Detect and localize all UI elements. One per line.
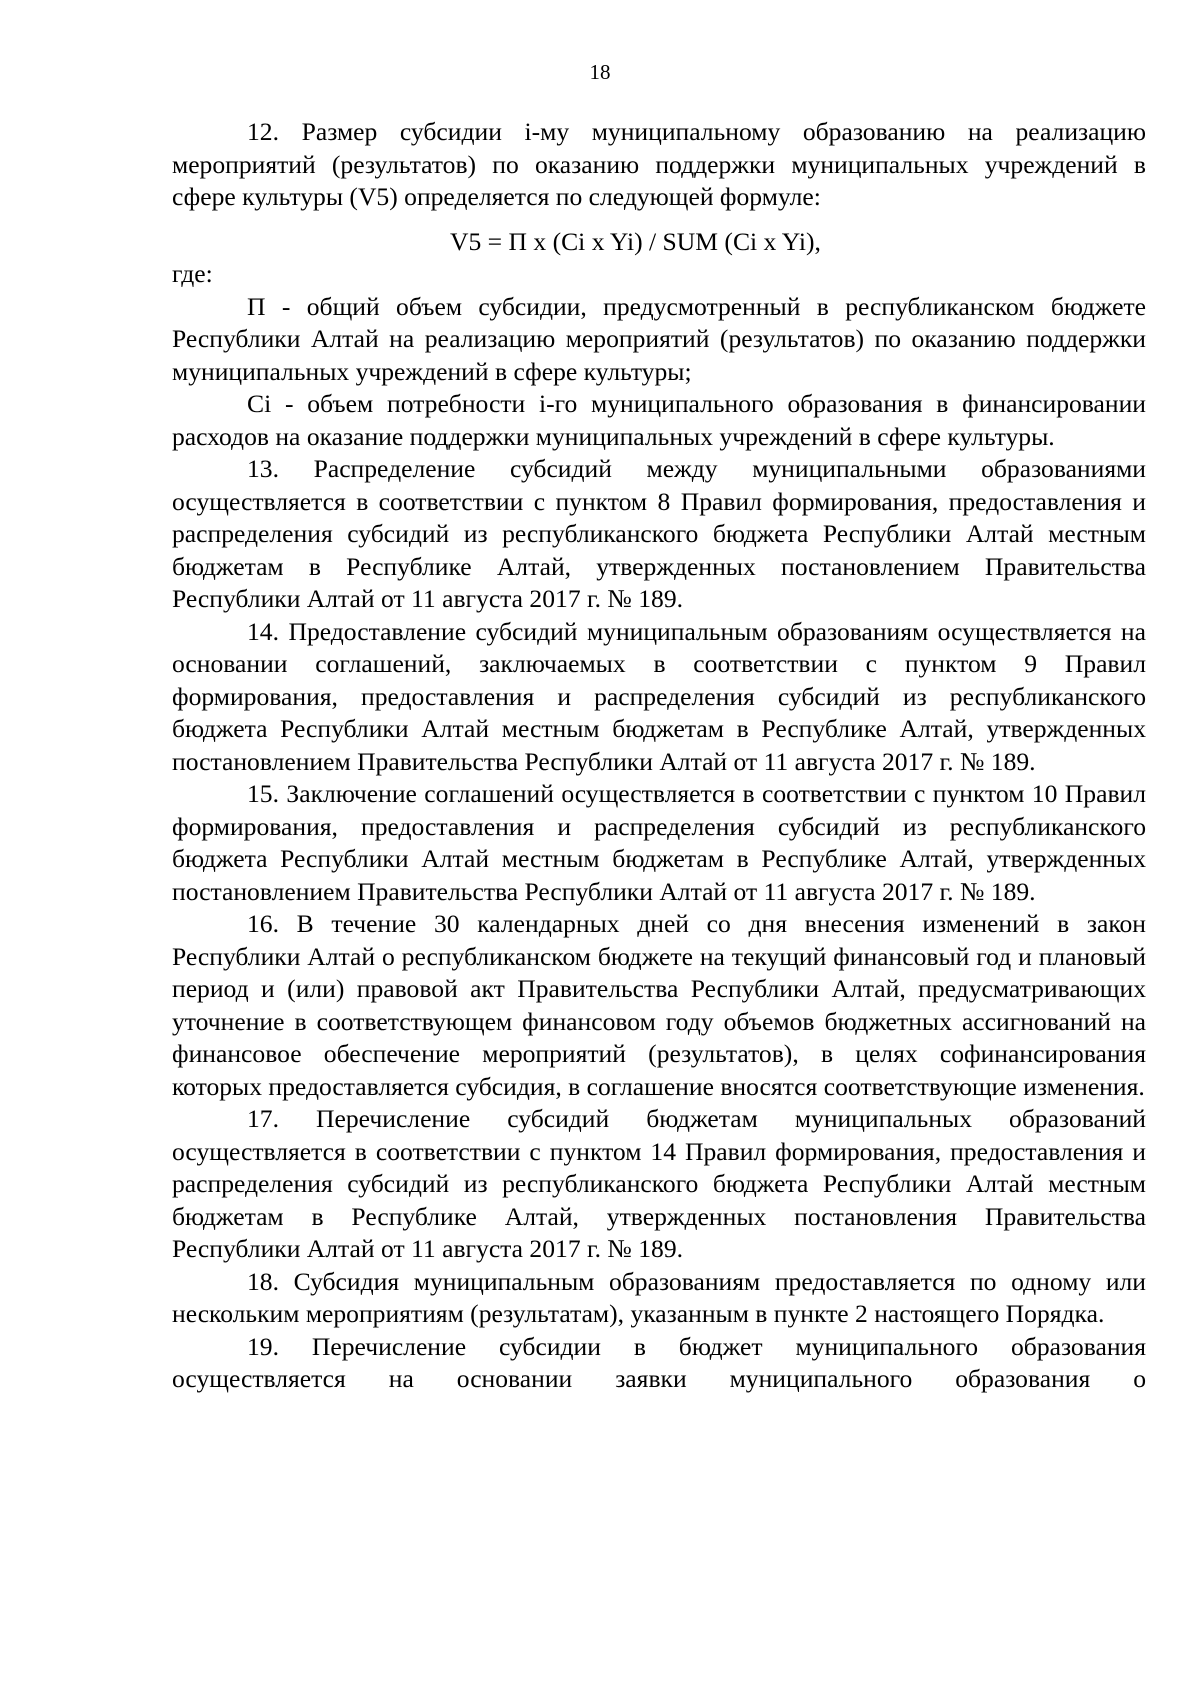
where-label: где: (172, 259, 213, 288)
page-number: 18 (589, 60, 611, 84)
document-body (172, 116, 1146, 1396)
paragraph-14: 14. Предоставление субсидий муниципальным образованиям осуществляется на основании соглашений, заключаемых в соответствии с пунктом 9 Правил формирования, предоставления и распределения субсидий из республиканского бюджета Республики Алтай местным бюджетам в Республике Алтай, утвержденных постановлением Правительства Республики Алтай от 11 августа 2017 г. № 189. (172, 616, 1146, 776)
definition-p: П - общий объем субсидии, предусмотренный в республиканском бюджете Республики Алтай на реализацию мероприятий (результатов) по оказанию поддержки муниципальных учреждений в сфере культуры; (172, 291, 1146, 386)
paragraph-16: 16. В течение 30 календарных дней со дня внесения изменений в закон Республики Алтай о республиканском бюджете на текущий финансовый год и плановый период и (или) правовой акт Правительства Республики Алтай, предусматривающих уточнение в соответствующем финансовом году объемов бюджетных ассигнований на финансовое обеспечение мероприятий (результатов), в целях софинансирования которых предоставляется субсидия, в соглашение вносятся соответствующие изменения. (172, 909, 1146, 1101)
paragraph-13: 13. Распределение субсидий между муниципальными образованиями осуществляется в соответствии с пунктом 8 Правил формирования, предоставления и распределения субсидий из республиканского бюджета Республики Алтай местным бюджетам в Республике Алтай, утвержденных постановлением Правительства Республики Алтай от 11 августа 2017 г. № 189. (172, 454, 1146, 613)
paragraph-15: 15. Заключение соглашений осуществляется в соответствии с пунктом 10 Правил формирования, предоставления и распределения субсидий из республиканского бюджета Республики Алтай местным бюджетам в Республике Алтай, утвержденных постановлением Правительства Республики Алтай от 11 августа 2017 г. № 189. (172, 779, 1146, 906)
formula-v5: V5 = П x (Ci x Yi) / SUM (Ci x Yi), (450, 226, 821, 256)
definition-ci: Ci - объем потребности i-го муниципального образования в финансировании расходов на оказание поддержки муниципальных учреждений в сфере культуры. (172, 389, 1146, 451)
paragraph-17: 17. Перечисление субсидий бюджетам муниципальных образований осуществляется в соответствии с пунктом 14 Правил формирования, предоставления и распределения субсидий из республиканского бюджета Республики Алтай местным бюджетам в Республике Алтай, утвержденных постановления Правительства Республики Алтай от 11 августа 2017 г. № 189. (172, 1104, 1146, 1263)
paragraph-18: 18. Субсидия муниципальным образованиям предоставляется по одному или нескольким мероприятиям (результатам), указанным в пункте 2 настоящего Порядка. (172, 1266, 1146, 1328)
paragraph-12: 12. Размер субсидии i-му муниципальному образованию на реализацию мероприятий (результатов) по оказанию поддержки муниципальных учреждений в сфере культуры (V5) определяется по следующей формуле: (172, 117, 1146, 211)
paragraph-19: 19. Перечисление субсидии в бюджет муниципального образования осуществляется на основании заявки муниципального образования о (172, 1331, 1146, 1393)
